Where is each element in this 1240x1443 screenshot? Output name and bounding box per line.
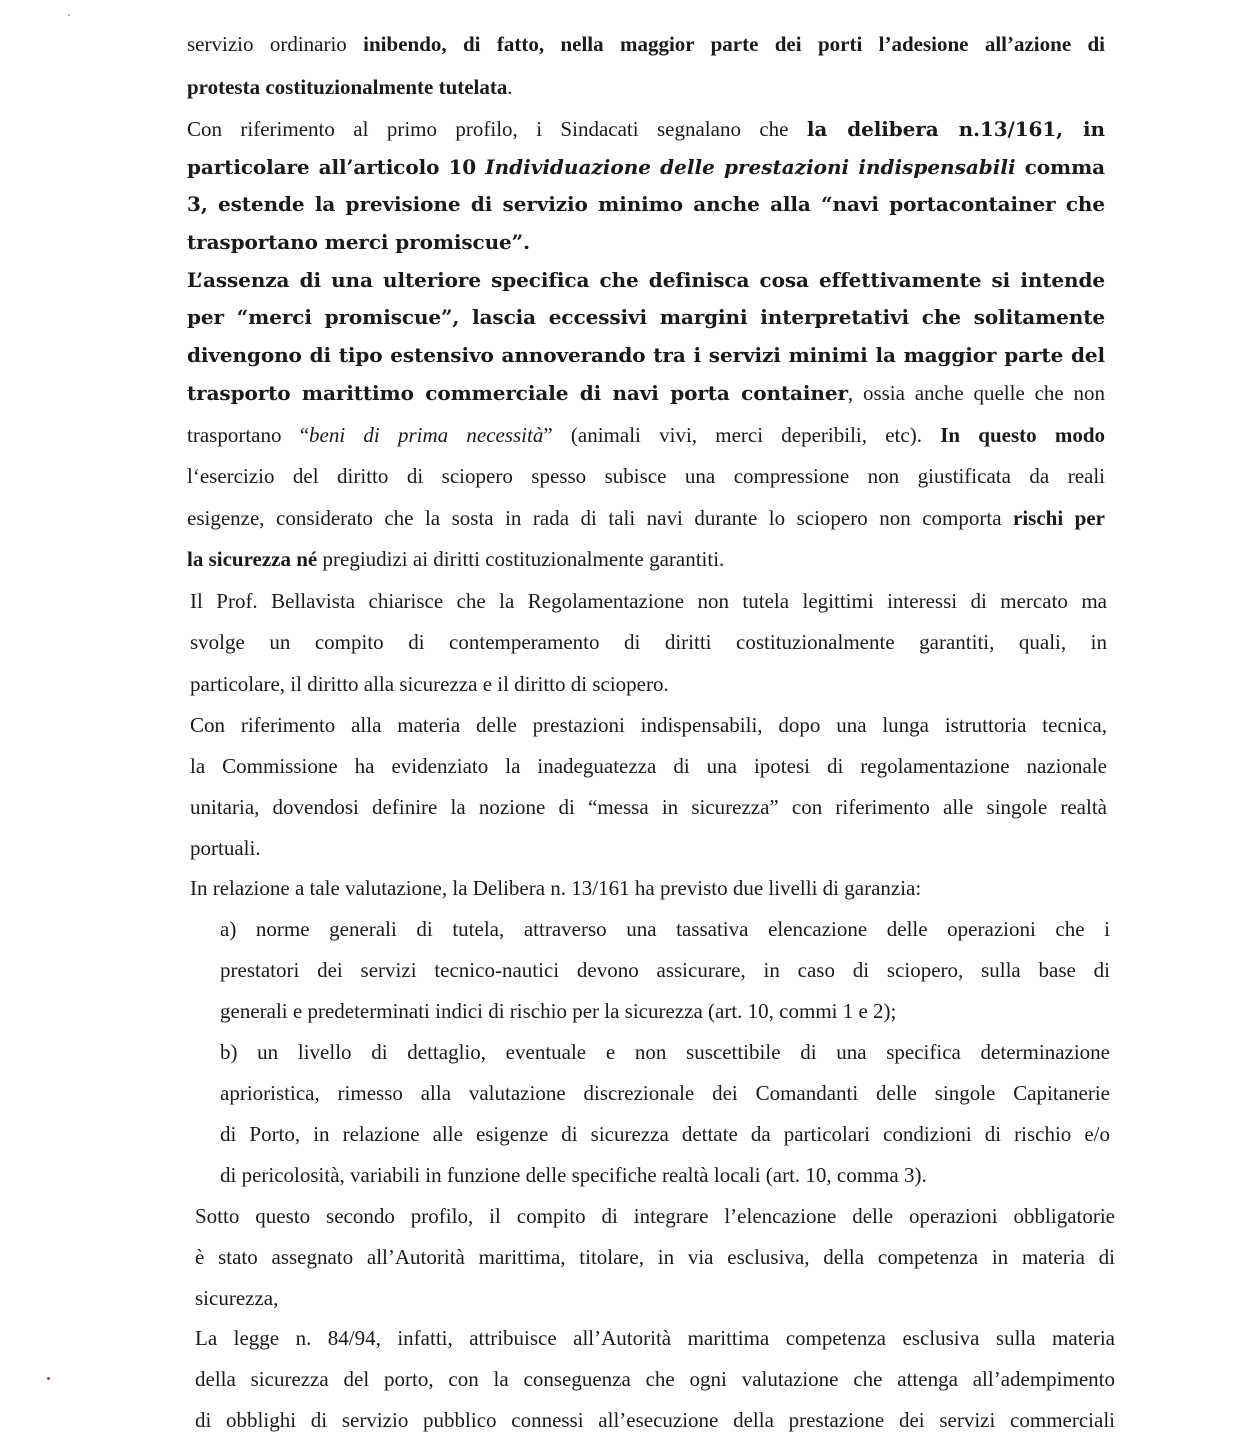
text-line: trasportano merci promiscue”. [187,230,530,254]
text-line: Con riferimento al primo profilo, i Sindacati segnalano che la delibera n.13/161, in [187,117,1105,141]
text-line: particolare all’articolo 10 Individuazione delle prestazioni indispensabili comma [187,155,1106,179]
text-line: 3, estende la previsione di servizio minimo anche alla “navi portacontainer che [187,192,1105,216]
list-item-line: aprioristica, rimesso alla valutazione discrezionale dei Comandanti delle singole Capitanerie [220,1081,1110,1105]
text-line: In relazione a tale valutazione, la Delibera n. 13/161 ha previsto due livelli di garanzia: [190,876,922,900]
text-line: La legge n. 84/94, infatti, attribuisce all’Autorità marittima competenza esclusiva sulla materia [195,1326,1115,1350]
text-line: sicurezza, [195,1286,279,1310]
text-line: Sotto questo secondo profilo, il compito di integrare l’elencazione delle operazioni obbligatorie [195,1204,1115,1228]
scan-speck [47,1377,50,1380]
scan-speck [68,14,70,16]
text-line: la Commissione ha evidenziato la inadeguatezza di una ipotesi di regolamentazione nazionale [190,754,1107,778]
list-item-line: di Porto, in relazione alle esigenze di sicurezza dettate da particolari condizioni di rischio e/o [220,1122,1110,1146]
text-line: trasporto marittimo commerciale di navi porta container, ossia anche quelle che non [187,381,1105,405]
text-line: per “merci promiscue”, lascia eccessivi margini interpretativi che solitamente [187,305,1105,329]
text-line: servizio ordinario inibendo, di fatto, nella maggior parte dei porti l’adesione all’azione di [187,32,1106,56]
list-item-line: a) norme generali di tutela, attraverso una tassativa elencazione delle operazioni che i [220,917,1110,941]
text-line: svolge un compito di contemperamento di diritti costituzionalmente garantiti, quali, in [190,630,1107,654]
text-line: protesta costituzionalmente tutelata. [187,75,513,99]
text-line: l‘esercizio del diritto di sciopero spesso subisce una compressione non giustificata da reali [187,464,1105,488]
text-line: è stato assegnato all’Autorità marittima, titolare, in via esclusiva, della competenza in materia di [195,1245,1115,1269]
text-line: divengono di tipo estensivo annoverando tra i servizi minimi la maggior parte del [187,343,1105,367]
list-item-line: generali e predeterminati indici di rischio per la sicurezza (art. 10, commi 1 e 2); [220,999,897,1023]
text-line: la sicurezza né pregiudizi ai diritti costituzionalmente garantiti. [187,547,725,571]
text-line: Con riferimento alla materia delle prestazioni indispensabili, dopo una lunga istruttoria tecnica, [190,713,1107,737]
text-line: Il Prof. Bellavista chiarisce che la Regolamentazione non tutela legittimi interessi di mercato ma [190,589,1107,613]
list-item-line: di pericolosità, variabili in funzione delle specifiche realtà locali (art. 10, comma 3). [220,1163,927,1187]
list-item-line: prestatori dei servizi tecnico-nautici devono assicurare, in caso di sciopero, sulla base di [220,958,1110,982]
text-line: esigenze, considerato che la sosta in rada di tali navi durante lo sciopero non comporta rischi per [187,506,1106,530]
text-line: di obblighi di servizio pubblico connessi all’esecuzione della prestazione dei servizi commerciali [195,1408,1115,1432]
text-line: della sicurezza del porto, con la conseguenza che ogni valutazione che attenga all’adempimento [195,1367,1115,1391]
list-item-line: b) un livello di dettaglio, eventuale e non suscettibile di una specifica determinazione [220,1040,1110,1064]
text-line: L’assenza di una ulteriore specifica che definisca cosa effettivamente si intende [187,268,1105,292]
text-line: trasportano “beni di prima necessità” (animali vivi, merci deperibili, etc). In questo modo [187,423,1106,447]
text-line: unitaria, dovendosi definire la nozione di “messa in sicurezza” con riferimento alle singole realtà [190,795,1107,819]
text-line: particolare, il diritto alla sicurezza e il diritto di sciopero. [190,672,669,696]
text-line: portuali. [190,836,261,860]
